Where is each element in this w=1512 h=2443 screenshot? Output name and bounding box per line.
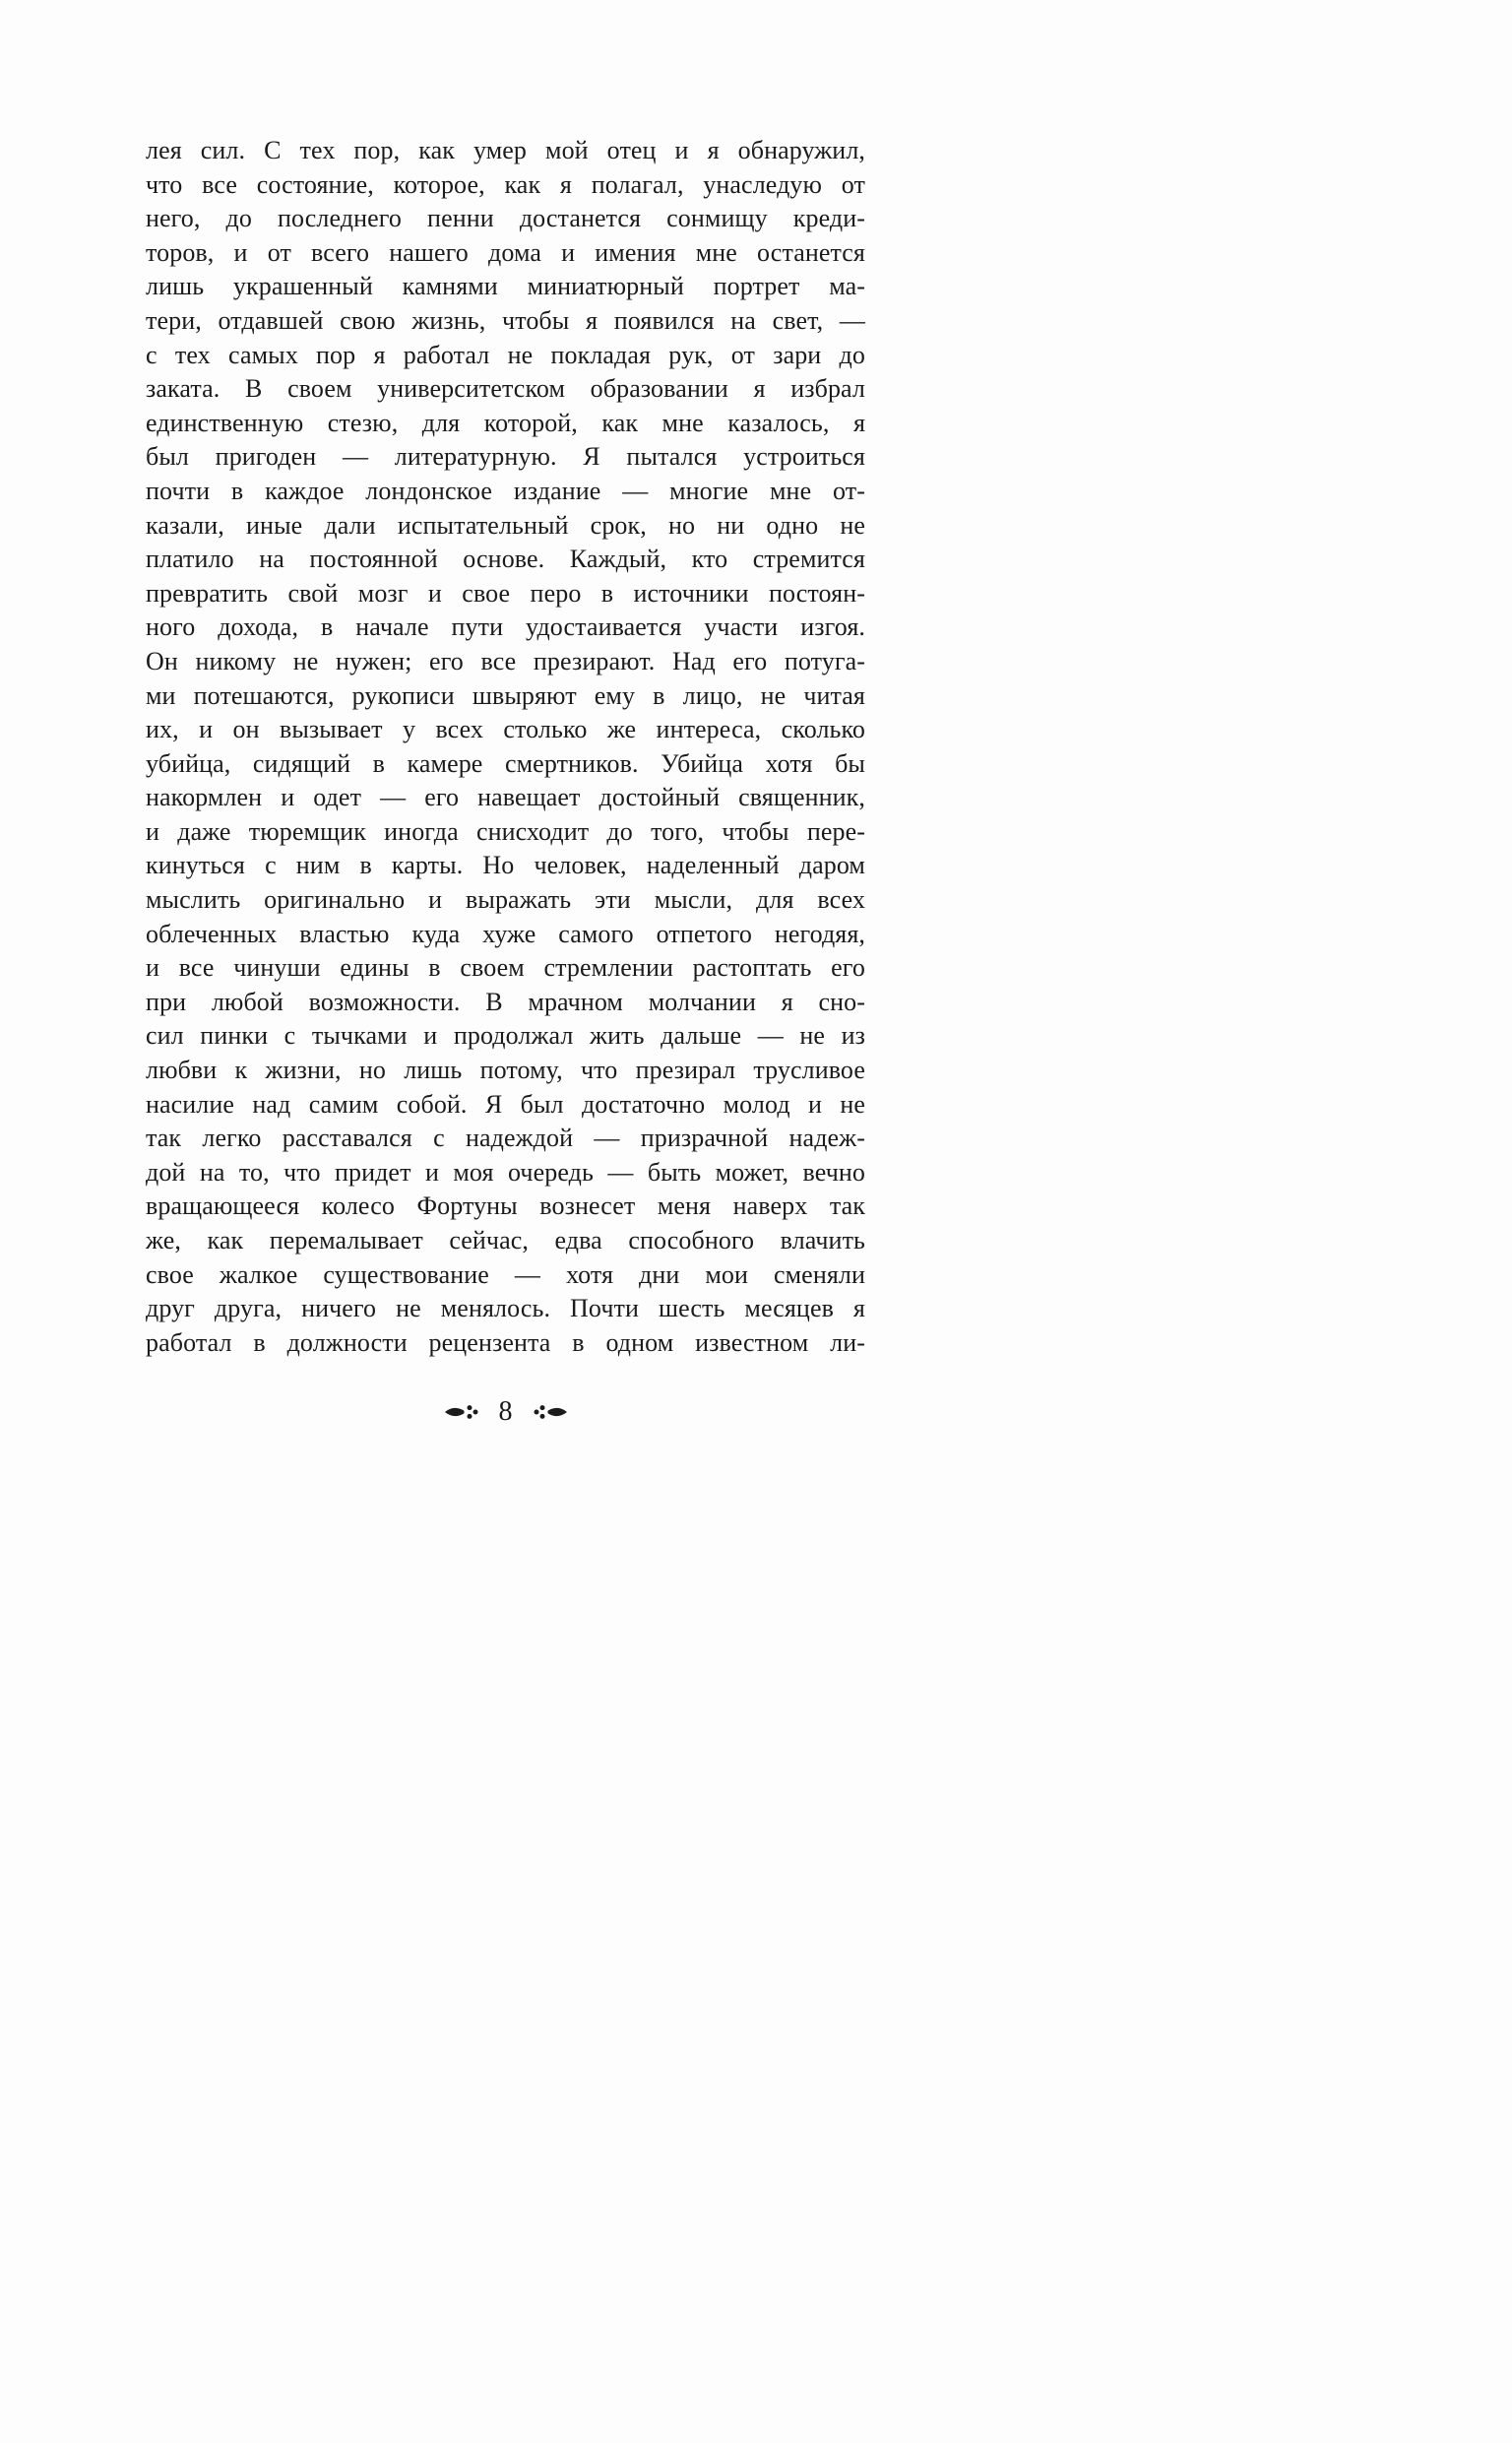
text-line: него, до последнего пенни достанется сонмищу креди-	[146, 204, 865, 233]
text-line: лея сил. С тех пор, как умер мой отец и я обнаружил,	[146, 136, 865, 164]
text-line: и все чинуши едины в своем стремлении растоптать его	[146, 953, 865, 983]
text-line: любви к жизни, но лишь потому, что презирал трусливое	[146, 1056, 865, 1085]
text-line: друг друга, ничего не менялось. Почти шесть месяцев я	[146, 1294, 865, 1323]
page-number: 8	[498, 1396, 513, 1427]
text-line: лишь украшенный камнями миниатюрный портрет ма-	[146, 272, 865, 301]
text-line: свое жалкое существование — хотя дни мои сменяли	[146, 1259, 865, 1289]
page-text	[146, 134, 865, 1360]
text-line: накормлен и одет — его навещает достойный священник,	[146, 783, 865, 812]
text-line: что все состояние, которое, как я полагал, унаследую от	[146, 169, 865, 199]
text-line: платило на постоянной основе. Каждый, кто стремится	[146, 545, 865, 574]
text-line: и даже тюремщик иногда снисходит до того, чтобы пере-	[146, 816, 865, 846]
text-line: работал в должности рецензента в одном известном ли-	[146, 1327, 865, 1357]
text-line: почти в каждое лондонское издание — многие мне от-	[146, 476, 865, 505]
fleuron-left-icon	[444, 1402, 481, 1422]
text-line: насилие над самим собой. Я был достаточно молод и не	[146, 1089, 865, 1119]
text-line: их, и он вызывает у всех столько же интереса, сколько	[146, 715, 865, 744]
text-line: ми потешаются, рукописи швыряют ему в лицо, не читая	[146, 680, 865, 710]
text-line: был пригоден — литературную. Я пытался устроиться	[146, 442, 865, 472]
text-line: при любой возможности. В мрачном молчании я сно-	[146, 987, 865, 1016]
text-line: ного дохода, в начале пути удостаивается участи изгоя.	[146, 612, 865, 642]
text-line: тери, отдавшей свою жизнь, чтобы я появился на свет, —	[146, 305, 865, 335]
text-line: же, как перемалывает сейчас, едва способного влачить	[146, 1226, 865, 1254]
text-line: заката. В своем университетском образовании я избрал	[146, 374, 865, 404]
text-line: кинуться с ним в карты. Но человек, наделенный даром	[146, 851, 865, 880]
text-line: облеченных властью куда хуже самого отпетого негодяя,	[146, 919, 865, 948]
text-line: торов, и от всего нашего дома и имения мне останется	[146, 237, 865, 267]
text-line: превратить свой мозг и свое перо в источники постоян-	[146, 578, 865, 608]
text-line: мыслить оригинально и выражать эти мысли, для всех	[146, 885, 865, 915]
text-line: убийца, сидящий в камере смертников. Убийца хотя бы	[146, 748, 865, 778]
page-footer	[146, 1398, 865, 1426]
text-line: сил пинки с тычками и продолжал жить дальше — не из	[146, 1021, 865, 1051]
fleuron-right-icon	[531, 1402, 568, 1422]
text-line: вращающееся колесо Фортуны вознесет меня наверх так	[146, 1191, 865, 1221]
text-line: Он никому не нужен; его все презирают. Над его потуга-	[146, 646, 865, 675]
text-line: так легко расставался с надеждой — призрачной надеж-	[146, 1124, 865, 1153]
text-line: казали, иные дали испытательный срок, но ни одно не	[146, 510, 865, 540]
text-line: единственную стезю, для которой, как мне казалось, я	[146, 408, 865, 437]
text-line: дой на то, что придет и моя очередь — быть может, вечно	[146, 1157, 865, 1187]
text-line: с тех самых пор я работал не покладая рук, от зари до	[146, 340, 865, 369]
